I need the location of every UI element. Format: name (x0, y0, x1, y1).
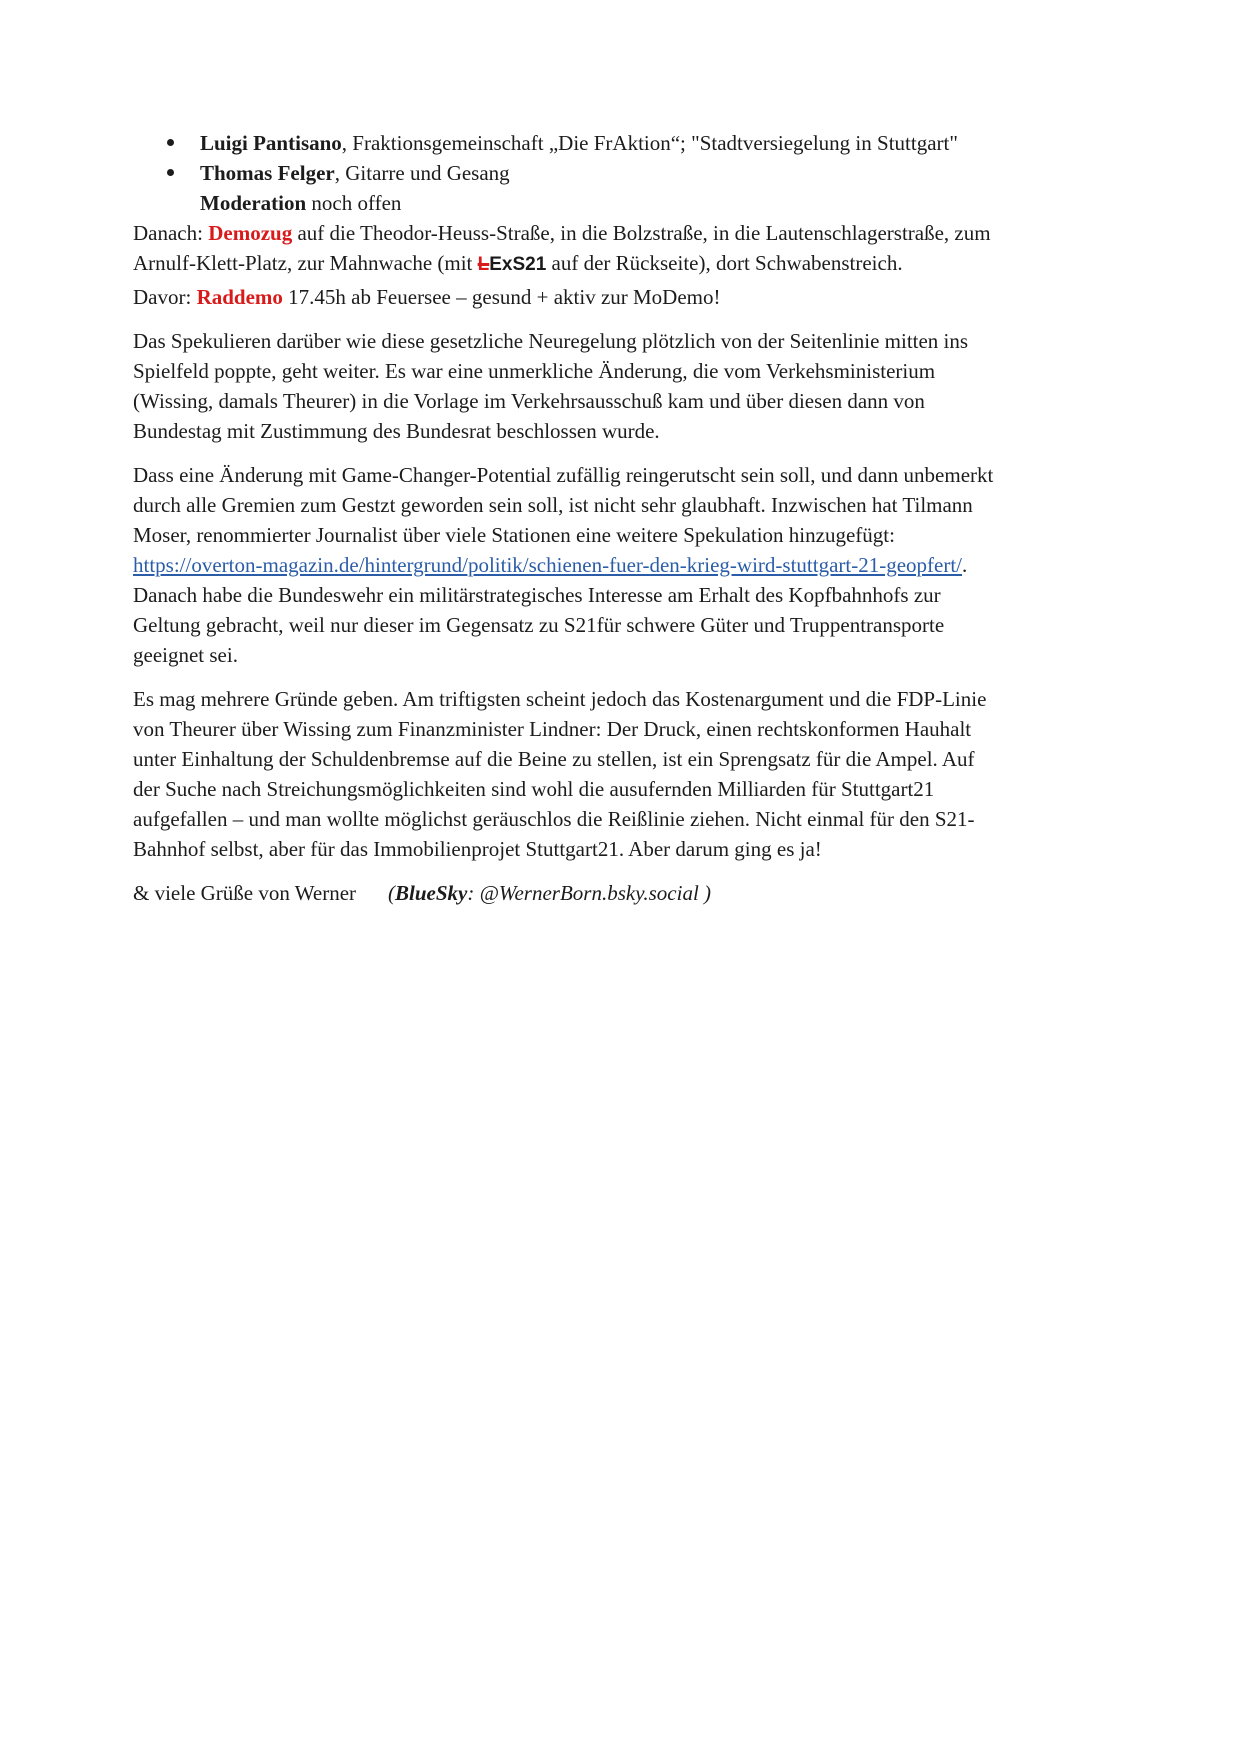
struck-letter: L (477, 254, 490, 275)
signature-greeting: & viele Grüße von Werner (133, 881, 357, 905)
text-line: Es mag mehrere Gründe geben. Am triftigsten scheint jedoch das Kostenargument und die FDP-Linie (133, 687, 987, 711)
raddemo-highlight: Raddemo (196, 285, 283, 309)
bluesky-handle: : @WernerBorn.bsky.social ) (467, 881, 712, 905)
speaker-name: Thomas Felger (200, 161, 335, 185)
danach-line1: auf die Theodor-Heuss-Straße, in die Bolzstraße, in die Lautenschlagerstraße, zum (292, 221, 991, 245)
text-line: durch alle Gremien zum Gestzt geworden sein soll, ist nicht sehr glaubhaft. Inzwischen hat Tilmann (133, 493, 973, 517)
exs21-label: ExS21 (489, 254, 547, 275)
paragraph-aenderung (133, 460, 1143, 670)
bullet-icon (167, 169, 174, 176)
list-item (133, 158, 1143, 188)
danach-prefix: Danach: (133, 221, 209, 245)
text-line: geeignet sei. (133, 643, 238, 667)
text-line: aufgefallen – und man wollte möglichst geräuschlos die Reißlinie ziehen. Nicht einmal für den S21- (133, 807, 975, 831)
davor-rest: 17.45h ab Feuersee – gesund + aktiv zur MoDemo! (282, 285, 721, 309)
overton-magazin-link[interactable]: https://overton-magazin.de/hintergrund/politik/schienen-fuer-den-krieg-wird-stuttgart-21-geopfert/ (133, 553, 963, 577)
text-line: Das Spekulieren darüber wie diese gesetzliche Neuregelung plötzlich von der Seitenlinie mitten ins (133, 329, 969, 353)
paren-open: ( (388, 881, 396, 905)
speaker-name: Luigi Pantisano (200, 131, 342, 155)
speaker-detail: , Gitarre und Gesang (334, 161, 510, 185)
speaker-list (133, 128, 1143, 218)
text-line: Spielfeld poppte, geht weiter. Es war eine unmerkliche Änderung, die vom Verkehsministerium (133, 359, 936, 383)
signature-line (133, 878, 1143, 908)
list-item (133, 128, 1143, 158)
list-item-moderation (133, 188, 1143, 218)
text-line: Bundestag mit Zustimmung des Bundesrat beschlossen wurde. (133, 419, 660, 443)
text-line: unter Einhaltung der Schuldenbremse auf die Beine zu stellen, ist ein Sprengsatz für die Ampel. Auf (133, 747, 975, 771)
bullet-icon (167, 139, 174, 146)
davor-line (133, 282, 1143, 312)
text-line: Danach habe die Bundeswehr ein militärstrategisches Interesse am Erhalt des Kopfbahnhofs zur (133, 583, 941, 607)
text-line: Bahnhof selbst, aber für das Immobilienprojet Stuttgart21. Aber darum ging es ja! (133, 837, 822, 861)
document-content (133, 128, 1143, 908)
bluesky-label: BlueSky (395, 881, 468, 905)
moderation-detail: noch offen (306, 191, 402, 215)
speaker-detail: , Fraktionsgemeinschaft „Die FrAktion“; "Stadtversiegelung in Stuttgart" (341, 131, 958, 155)
danach-line2-end: auf der Rückseite), dort Schwabenstreich. (546, 251, 903, 275)
davor-prefix: Davor: (133, 285, 197, 309)
text-line: Moser, renommierter Journalist über viele Stationen eine weitere Spekulation hinzugefügt: (133, 523, 895, 547)
paragraph-gruende (133, 684, 1143, 864)
paragraph-spekulieren (133, 326, 1143, 446)
demozug-highlight: Demozug (208, 221, 293, 245)
moderation-label: Moderation (200, 191, 307, 215)
text-line: Geltung gebracht, weil nur dieser im Gegensatz zu S21für schwere Güter und Truppentransporte (133, 613, 945, 637)
text-line: (Wissing, damals Theurer) in die Vorlage im Verkehrsausschuß kam und über diesen dann von (133, 389, 925, 413)
text-line: von Theurer über Wissing zum Finanzminister Lindner: Der Druck, einen rechtskonformen Hauhalt (133, 717, 972, 741)
danach-paragraph (133, 218, 1143, 280)
text-line: der Suche nach Streichungsmöglichkeiten sind wohl die ausufernden Milliarden für Stuttgart21 (133, 777, 935, 801)
link-suffix: . (962, 553, 968, 577)
danach-line2-start: Arnulf-Klett-Platz, zur Mahnwache (mit (133, 251, 478, 275)
text-line: Dass eine Änderung mit Game-Changer-Potential zufällig reingerutscht sein soll, und dann unbemerkt (133, 463, 994, 487)
